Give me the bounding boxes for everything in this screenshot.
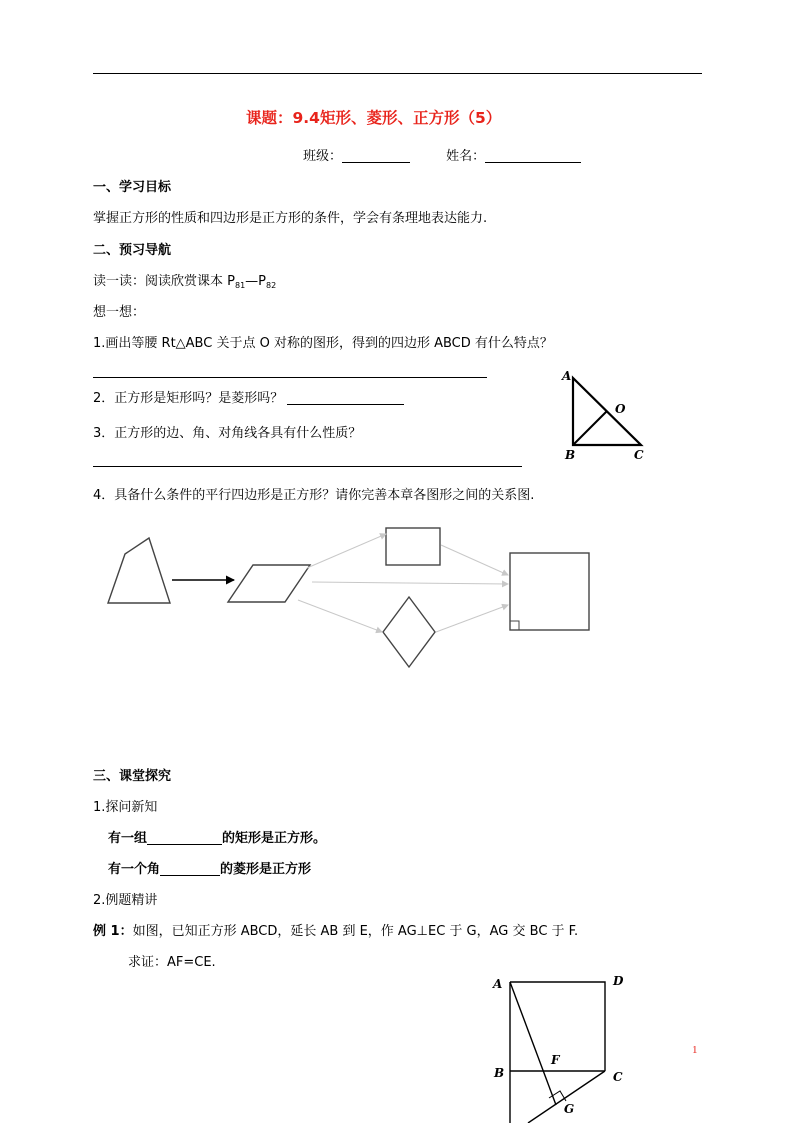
arrow-parallelogram-to-rhombus — [298, 600, 382, 632]
fill-line-1-prefix: 有一组 — [108, 831, 148, 846]
answer-blank-2[interactable] — [287, 390, 404, 405]
fill-line-2-suffix: 的菱形是正方形 — [220, 862, 312, 877]
section2-heading: 二、预习导航 — [93, 243, 172, 258]
think-label: 想一想： — [93, 305, 146, 320]
class-blank[interactable] — [342, 148, 410, 163]
example-text: 如图，已知正方形 ABCD，延长 AB 到 E，作 AG⊥EC 于 G，AG 交 BC 于 F. — [132, 924, 579, 939]
label-a: A — [562, 369, 572, 383]
fill-line-1-suffix: 的矩形是正方形。 — [222, 831, 327, 846]
label-o: O — [615, 402, 626, 416]
line-a-g — [510, 982, 556, 1105]
sq-label-f: F — [551, 1053, 560, 1067]
name-blank[interactable] — [485, 148, 581, 163]
arrow-parallelogram-to-rectangle — [307, 534, 386, 568]
square-figure — [488, 968, 628, 1123]
header-rule — [93, 73, 702, 74]
question-2-text: 2．正方形是矩形吗？是菱形吗？ — [93, 391, 284, 406]
section1-heading: 一、学习目标 — [93, 180, 172, 195]
rectangle-shape — [386, 528, 440, 565]
fill-line-1 — [108, 827, 326, 846]
question-4: 4．具备什么条件的平行四边形是正方形？请你完善本章各图形之间的关系图. — [93, 488, 535, 503]
read-sub-1: 81 — [234, 281, 246, 290]
rhombus-shape — [383, 597, 435, 667]
sq-label-a: A — [493, 977, 503, 991]
fill-line-2-prefix: 有一个角 — [108, 862, 161, 877]
section3-heading: 三、课堂探究 — [93, 769, 172, 784]
page-number: 1 — [692, 1044, 698, 1056]
sq-label-b: B — [494, 1066, 505, 1080]
parallelogram-shape — [228, 565, 310, 602]
read-line — [93, 270, 276, 290]
class-name-line — [303, 145, 581, 164]
prove-statement: 求证：AF=CE. — [128, 955, 216, 970]
read-prefix: 读一读：阅读欣赏课本 P — [93, 274, 235, 289]
sq-label-c: C — [613, 1070, 623, 1084]
quadrilateral-shape — [108, 538, 170, 603]
answer-line-3[interactable] — [93, 466, 522, 467]
square-shape — [510, 553, 589, 630]
name-label: 姓名： — [446, 149, 486, 164]
page-title: 课题：9.4矩形、菱形、正方形（5） — [246, 109, 502, 127]
triangle-figure — [558, 366, 654, 462]
sq-label-d: D — [613, 974, 624, 988]
read-sub-2: 82 — [266, 281, 277, 290]
arrow-rhombus-to-square — [436, 605, 508, 632]
arrow-rectangle-to-square — [441, 545, 508, 575]
subsection-1: 1.探问新知 — [93, 800, 158, 815]
example-label: 例 1： — [93, 924, 133, 939]
relation-diagram — [100, 520, 600, 680]
sq-label-g: G — [564, 1102, 575, 1116]
fill-blank-1[interactable] — [147, 830, 222, 845]
question-1: 1.画出等腰 Rt△ABC 关于点 O 对称的图形，得到的四边形 ABCD 有什么特点？ — [93, 336, 553, 351]
class-label: 班级： — [303, 149, 343, 164]
section1-text: 掌握正方形的性质和四边形是正方形的条件，学会有条理地表达能力. — [93, 211, 488, 226]
square-right-angle-mark — [510, 621, 519, 630]
example-1 — [93, 920, 578, 939]
label-b: B — [565, 448, 576, 462]
fill-blank-2[interactable] — [160, 861, 220, 876]
label-c: C — [634, 448, 644, 462]
answer-line-1[interactable] — [93, 377, 487, 378]
fill-line-2 — [108, 858, 311, 877]
read-mid: —P — [245, 274, 267, 289]
subsection-2: 2.例题精讲 — [93, 893, 158, 908]
question-2 — [93, 387, 404, 406]
arrow-parallelogram-to-square — [312, 582, 508, 584]
median-bo — [573, 411, 607, 445]
question-3: 3．正方形的边、角、对角线各具有什么性质？ — [93, 426, 362, 441]
